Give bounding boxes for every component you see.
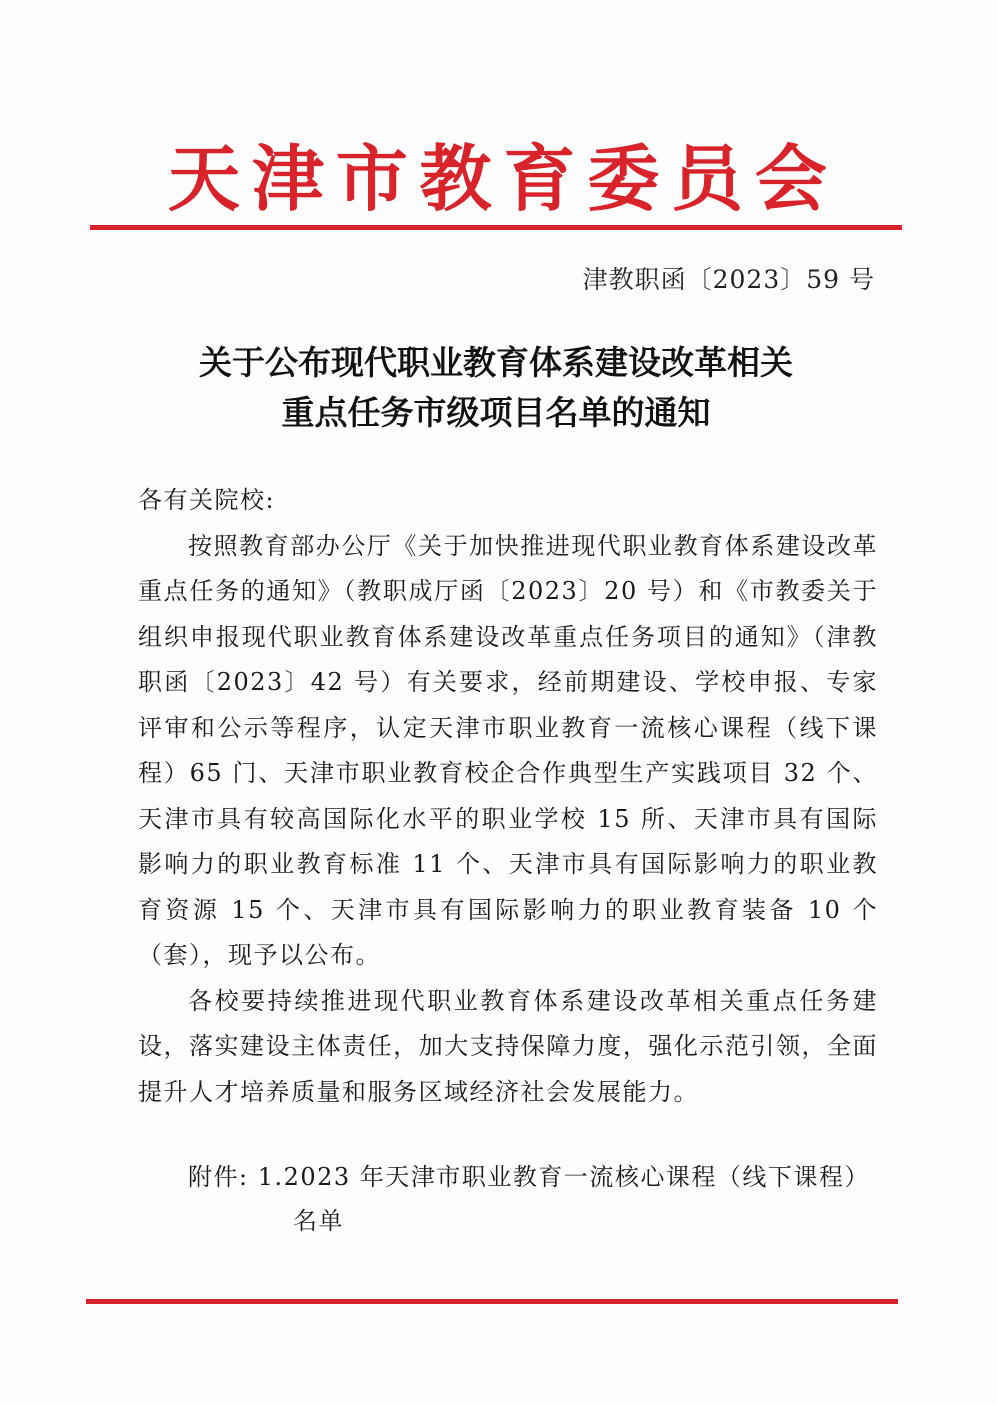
- org-name-char: 市: [335, 136, 408, 221]
- org-name-char: 教: [419, 136, 492, 221]
- attachment-line-2: 名单: [293, 1207, 344, 1235]
- body-paragraph-2: 各校要持续推进现代职业教育体系建设改革相关重点任务建设，落实建设主体责任，加大支持保障力度，强化示范引领，全面提升人才培养质量和服务区域经济社会发展能力。: [138, 986, 878, 1106]
- org-name-char: 员: [671, 136, 744, 221]
- document-title-line-1: 关于公布现代职业教育体系建设改革相关: [199, 343, 793, 382]
- attachment-list: [188, 1155, 888, 1243]
- footer-red-divider: [86, 1299, 898, 1304]
- org-name-char: 天: [168, 136, 241, 221]
- document-number: 津教职函〔2023〕59 号: [582, 265, 875, 294]
- document-title: [90, 338, 902, 438]
- document-title-line-2: 重点任务市级项目名单的通知: [281, 393, 711, 432]
- org-name-char: 会: [754, 136, 827, 221]
- header-red-divider: [90, 225, 902, 230]
- attachment-line-1: 附件: 1.2023 年天津市职业教育一流核心课程（线下课程）: [188, 1163, 870, 1191]
- org-name-char: 委: [587, 136, 660, 221]
- salutation: 各有关院校:: [138, 486, 276, 514]
- org-name-char: 育: [503, 136, 576, 221]
- document-body: [138, 478, 878, 1115]
- org-name-char: 津: [251, 136, 324, 221]
- issuing-organization: [90, 128, 905, 221]
- body-paragraph-1: 按照教育部办公厅《关于加快推进现代职业教育体系建设改革重点任务的通知》（教职成厅函〔2023〕20 号）和《市教委关于组织申报现代职业教育体系建设改革重点任务项目的通知》（津教职函〔2023〕42 号）有关要求，经前期建设、学校申报、专家评审和公示等程序，认定天津市职业教育一流核心课程（线下课程）65 门、天津市职业教育校企合作典型生产实践项目 32 个、天津市具有较高国际化水平的职业学校 15 所、天津市具有国际影响力的职业教育标准 11 个、天津市具有国际影响力的职业教育资源 15 个、天津市具有国际影响力的职业教育装备 10 个（套），现予以公布。: [138, 531, 878, 969]
